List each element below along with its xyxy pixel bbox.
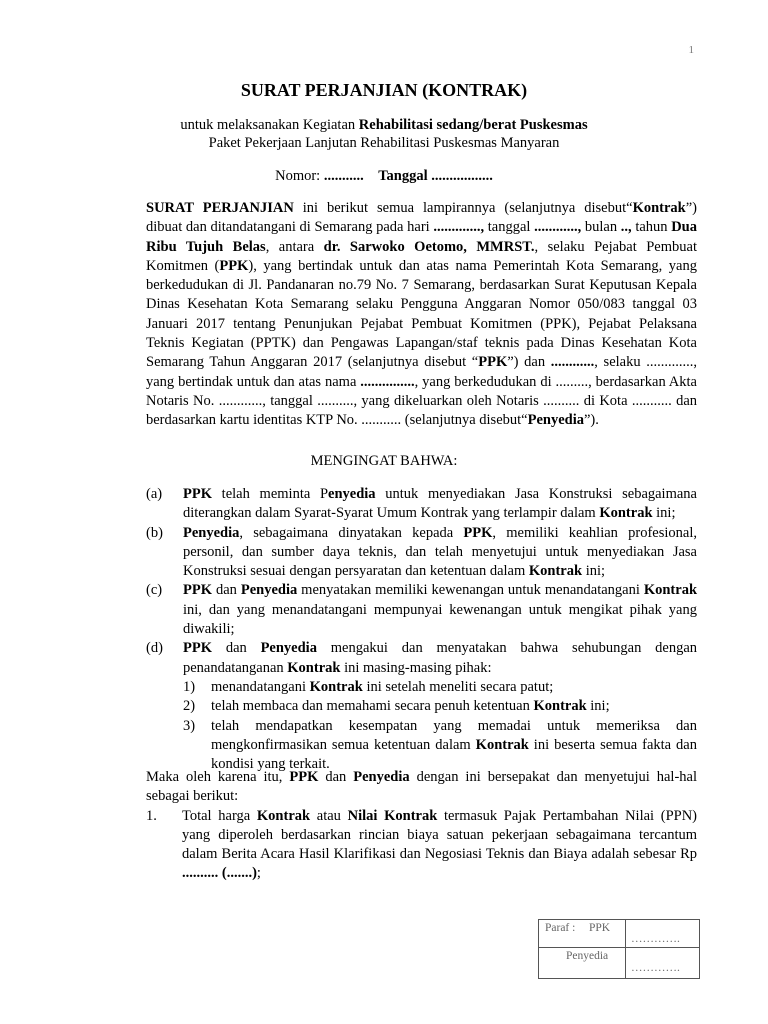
- paraf-ppk-signature: ………….: [631, 933, 680, 945]
- nomor-tanggal: Nomor: ........... Tanggal .................: [275, 168, 493, 184]
- closing-paragraph: Maka oleh karena itu, PPK dan Penyedia dengan ini bersepakat dan menyetujui hal-hal sebagai berikut: 1. Total harga Kontrak atau Nilai Kontrak termasuk Pajak Pertambahan Nilai (PPN) yang diperoleh berdasarkan rincian biaya satuan pekerjaan sebagaimana tercantum dalam Berita Acara Hasil Klarifikasi dan Negosiasi Teknis dan Biaya adalah sebesar Rp .......... (.......);: [146, 768, 697, 884]
- item-label: (b): [146, 524, 163, 541]
- subtitle-line-1: untuk melaksanakan Kegiatan Rehabilitasi sedang/berat Puskesmas: [180, 117, 588, 133]
- paraf-label: Paraf :: [545, 922, 576, 934]
- recitals-list: [146, 485, 697, 774]
- page-number: 1: [688, 44, 694, 56]
- list-item: (a) PPK telah meminta Penyedia untuk menyediakan Jasa Konstruksi sebagaimana diterangkan dalam Syarat-Syarat Umum Kontrak yang terlampir dalam Kontrak ini;: [146, 486, 697, 522]
- paraf-penyedia-signature: ………….: [631, 962, 680, 974]
- document-title: SURAT PERJANJIAN (KONTRAK): [240, 80, 528, 100]
- list-item: (b) Penyedia, sebagaimana dinyatakan kepada PPK, memiliki keahlian profesional, personil, dan sumber daya teknis, dan telah menyetujui untuk menyediakan Jasa Konstruksi sesuai dengan persyaratan dan ketentuan dalam Kontrak ini;: [146, 524, 697, 580]
- item-label: (c): [146, 582, 163, 599]
- sub-list-item: 2) telah membaca dan memahami secara penuh ketentuan Kontrak ini;: [183, 698, 610, 715]
- sub-list-item: 1) menandatangani Kontrak ini setelah meneliti secara patut;: [183, 678, 554, 695]
- item-label: (a): [146, 486, 163, 502]
- subtitle-line-2: Paket Pekerjaan Lanjutan Rehabilitasi Puskesmas Manyaran: [208, 135, 560, 151]
- list-item: (c) PPK dan Penyedia menyatakan memiliki kewenangan untuk menandatangani Kontrak ini, dan yang menandatangani mempunyai kewenangan untuk mengikat pihak yang diwakili;: [146, 582, 698, 638]
- paraf-box: [538, 919, 700, 979]
- item-label: (d): [146, 640, 163, 657]
- numbered-item: 1. Total harga Kontrak atau Nilai Kontrak termasuk Pajak Pertambahan Nilai (PPN) yang diperoleh berdasarkan rincian biaya satuan pekerjaan sebagaimana tercantum dalam Berita Acara Hasil Klarifikasi dan Negosiasi Teknis dan Biaya adalah sebesar Rp .......... (.......);: [146, 807, 698, 882]
- sub-list-item: 3) telah mendapatkan kesempatan yang memadai untuk memeriksa dan mengkonfirmasikan semua ketentuan dalam Kontrak ini beserta semua fakta dan kondisi yang terkait.: [183, 717, 697, 773]
- paraf-ppk-label: PPK: [589, 922, 611, 934]
- list-item: (d) PPK dan Penyedia mengakui dan menyatakan bahwa sehubungan dengan penandatanganan Kontrak ini masing-masing pihak: 1) menandatangani Kontrak ini setelah meneliti secara patut; 2) telah membaca dan memahami secara penuh ketentuan Kontrak ini; 3) telah mendapatkan kesempatan yang memadai untuk memeriksa dan mengkonfirmasikan semua ketentuan dalam Kontrak ini beserta semua fakta dan kondisi yang terkait.: [146, 639, 697, 774]
- intro-paragraph: SURAT PERJANJIAN ini berikut semua lampirannya (selanjutnya disebut“Kontrak”) dibuat dan ditandatangani di Semarang pada hari ............., tanggal ............, bulan .., tahun Dua Ribu Tujuh Belas, antara dr. Sarwoko Oetomo, MMRST., selaku Pejabat Pembuat Komitmen (PPK), yang bertindak untuk dan atas nama Pemerintah Kota Semarang, yang berkedudukan di Jl. Pandanaran no.79 No. 7 Semarang, berdasarkan Surat Keputusan Kepala Dinas Kesehatan Kota Semarang selaku Pengguna Anggaran Nomor 050/083 tanggal 03 Januari 2017 tentang Penunjukan Pejabat Pembuat Komitmen (PPK), Pejabat Pelaksana Teknis Kegiatan (PPTK) dan Pengawas Lapangan/staf teknis pada Dinas Kesehatan Kota Semarang Tahun Anggaran 2017 (selanjutnya disebut “PPK”) dan ............, selaku ............., yang bertindak untuk dan atas nama ..............., yang berkedudukan di ........., berdasarkan Akta Notaris No. ............, tanggal .........., yang dikeluarkan oleh Notaris .......... di Kota ........... dan berdasarkan kartu identitas KTP No. ........... (selanjutnya disebut“Penyedia”).: [146, 200, 697, 429]
- item-label: 1.: [146, 807, 157, 824]
- paraf-penyedia-label: Penyedia: [566, 950, 609, 962]
- mengingat-heading: MENGINGAT BAHWA:: [310, 453, 458, 469]
